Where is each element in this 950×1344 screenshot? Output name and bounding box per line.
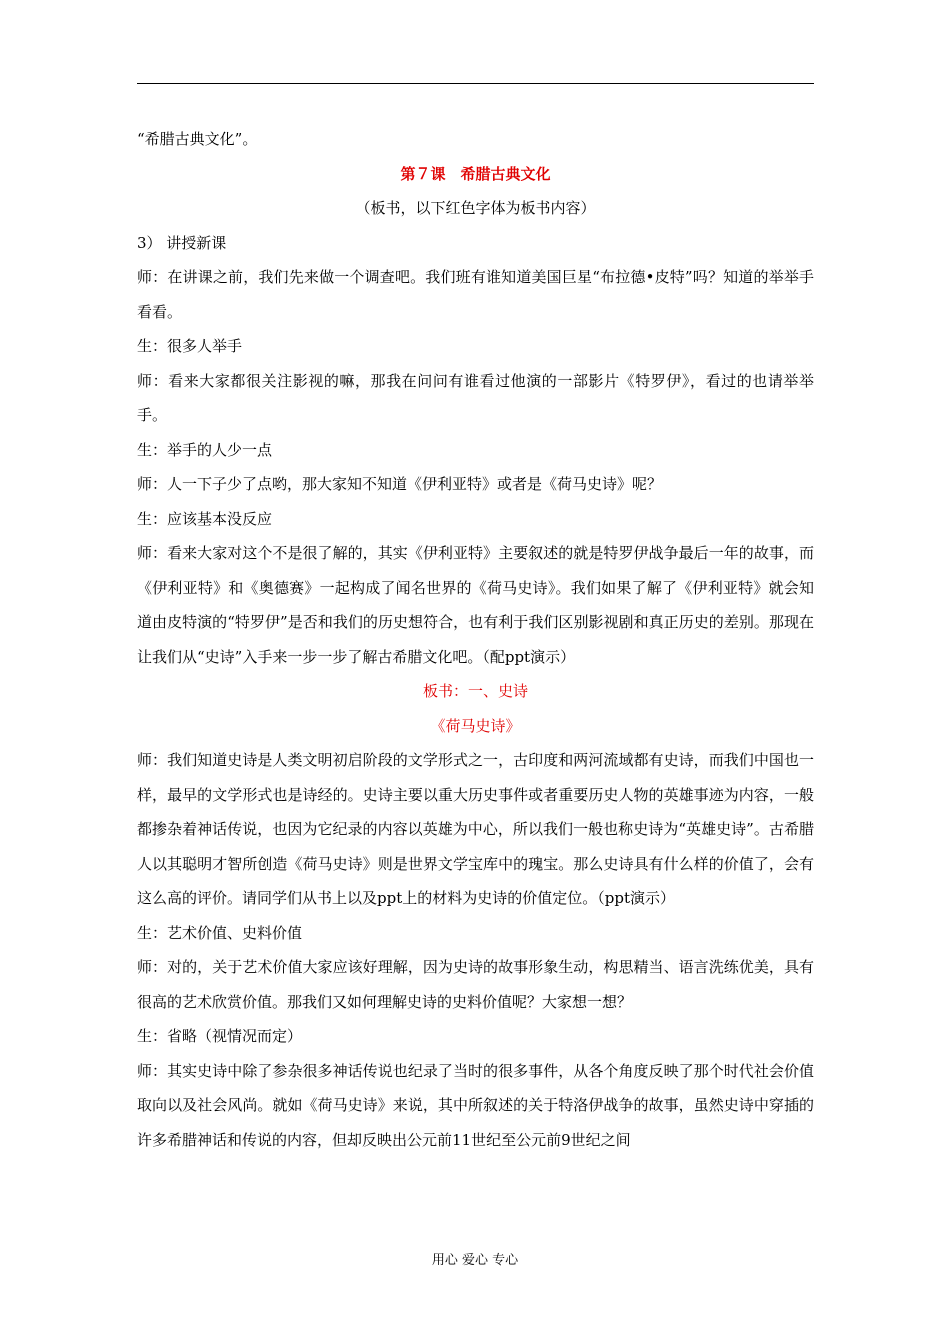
page-footer: 用心 爱心 专心 (431, 1253, 519, 1268)
board-subheading: 《荷马史诗》 (430, 716, 521, 735)
board-note: （板书，以下红色字体为板书内容） (355, 199, 596, 217)
paragraph: 师：看来大家都很关注影视的嘛，那我在问问有谁看过他演的一部影片《特罗伊》，看过的也请举举手。 (137, 371, 814, 424)
paragraph: 师：我们知道史诗是人类文明初启阶段的文学形式之一，古印度和两河流域都有史诗，而我们中国也一样，最早的文学形式也是诗经的。史诗主要以重大历史事件或者重要历史人物的英雄事迹为内容，一般都掺杂着神话传说，也因为它纪录的内容以英雄为中心，所以我们一般也称史诗为“英雄史诗”。古希腊人以其聪明才智所创造《荷马史诗》则是世界文学宝库中的瑰宝。那么史诗具有什么样的价值了，会有这么高的评价。请同学们从书上以及ppt上的材料为史诗的价值定位。（ppt演示） (137, 751, 814, 907)
paragraph: 生：举手的人少一点 (137, 440, 273, 459)
lesson-title: 第７课 希腊古典文化 (400, 164, 551, 183)
paragraph: 师：在讲课之前，我们先来做一个调查吧。我们班有谁知道美国巨星“布拉德•皮特”吗？知道的举举手看看。 (137, 268, 814, 321)
paragraph: 生：省略（视情况而定） (137, 1027, 303, 1045)
paragraph: 生：艺术价值、史料价值 (137, 923, 303, 942)
section-label: 3） 讲授新课 (137, 233, 227, 252)
header-continuation: “希腊古典文化”。 (137, 130, 258, 148)
document-body (137, 122, 814, 1157)
paragraph: 师：其实史诗中除了参杂很多神话传说也纪录了当时的很多事件，从各个角度反映了那个时代社会价值取向以及社会风尚。就如《荷马史诗》来说，其中所叙述的关于特洛伊战争的故事，虽然史诗中穿插的许多希腊神话和传说的内容，但却反映出公元前11世纪至公元前9世纪之间 (137, 1061, 814, 1149)
header-rule (137, 83, 814, 84)
paragraph: 生：很多人举手 (137, 337, 243, 355)
board-heading: 板书：一、史诗 (422, 682, 528, 700)
paragraph: 生：应该基本没反应 (137, 509, 273, 528)
paragraph: 师：对的，关于艺术价值大家应该好理解，因为史诗的故事形象生动，构思精当、语言洗练优美，具有很高的艺术欣赏价值。那我们又如何理解史诗的史料价值呢？大家想一想？ (137, 958, 814, 1011)
paragraph: 师：人一下子少了点哟，那大家知不知道《伊利亚特》或者是《荷马史诗》呢？ (137, 475, 663, 493)
paragraph: 师：看来大家对这个不是很了解的，其实《伊利亚特》主要叙述的就是特罗伊战争最后一年的故事，而《伊利亚特》和《奥德赛》一起构成了闻名世界的《荷马史诗》。我们如果了解了《伊利亚特》就会知道由皮特演的“特罗伊”是否和我们的历史想符合，也有利于我们区别影视剧和真正历史的差别。那现在让我们从“史诗”入手来一步一步了解古希腊文化吧。（配ppt演示） (137, 544, 814, 666)
